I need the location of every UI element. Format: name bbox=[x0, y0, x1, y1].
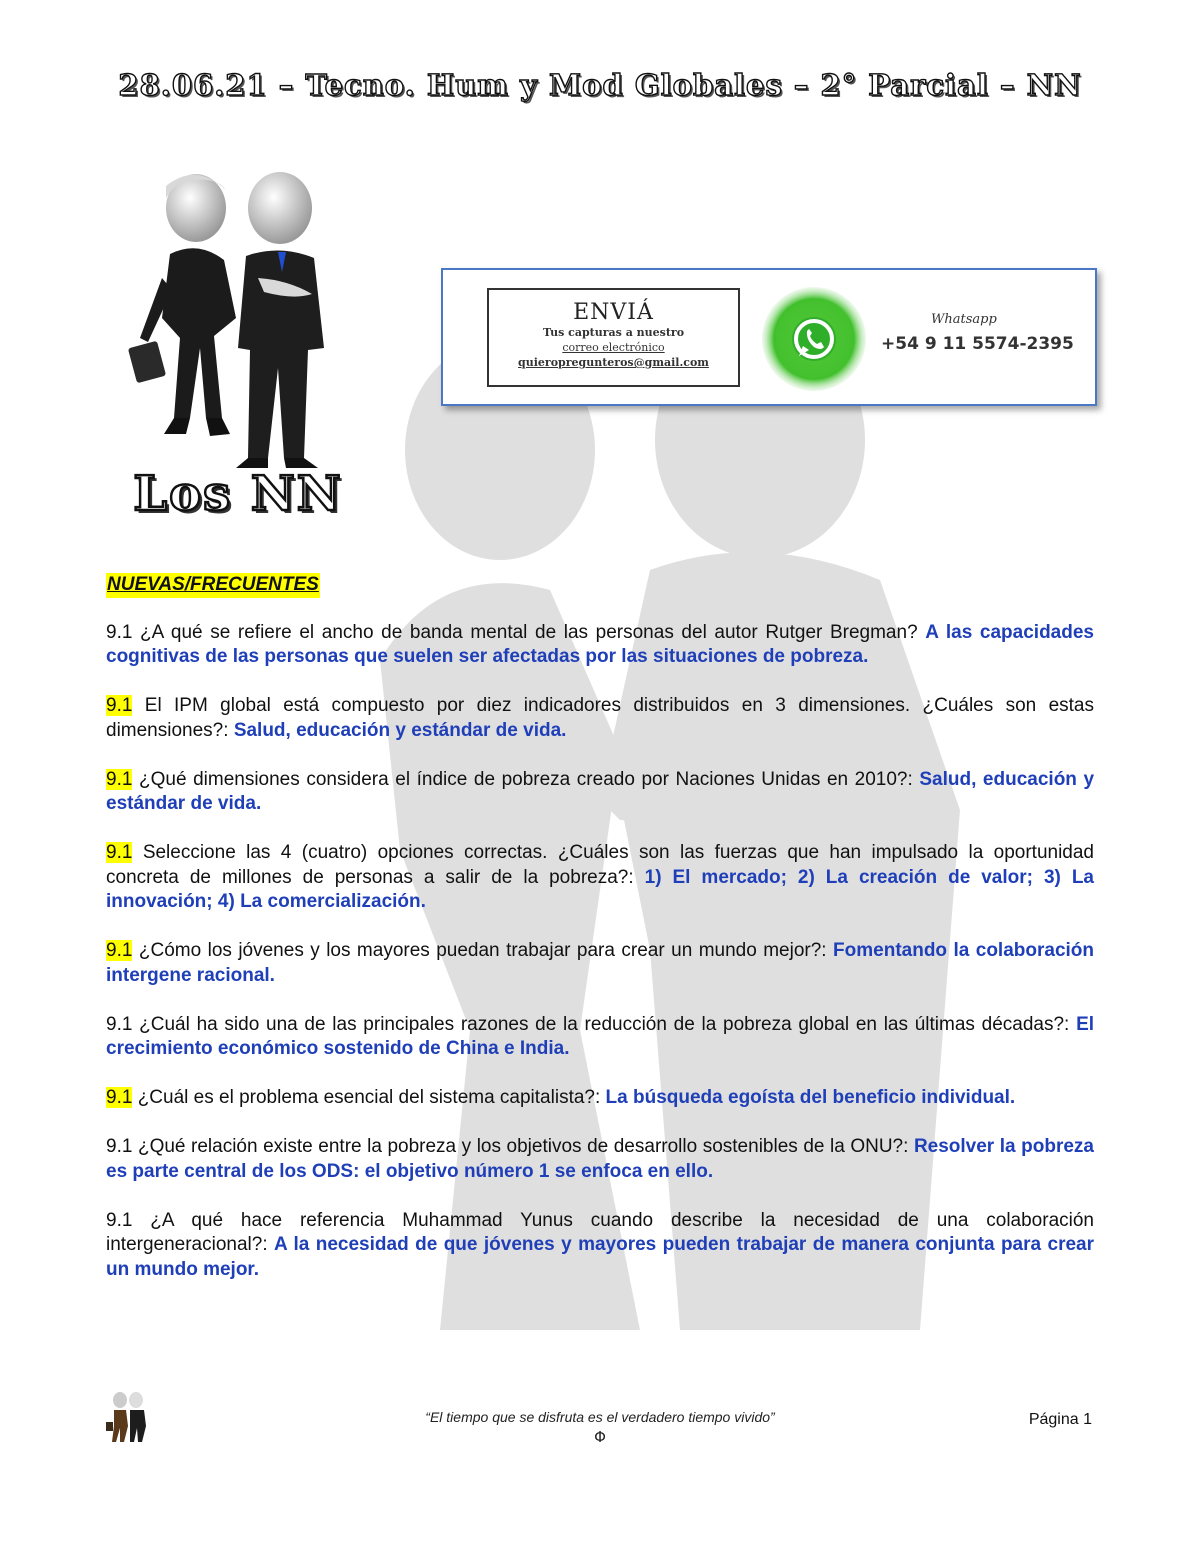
answer-text: Salud, educación y estándar de vida. bbox=[106, 768, 1095, 814]
email-link[interactable]: quieropregunteros@gmail.com bbox=[518, 356, 709, 369]
question-text: ¿Cuál ha sido una de las principales razones de la reducción de la pobreza global en las últimas décadas?: bbox=[139, 1013, 1070, 1035]
send-line-2: correo electrónico bbox=[562, 341, 665, 354]
question-text: ¿Cuál es el problema esencial del sistema capitalista?: bbox=[137, 1087, 601, 1108]
question-number: 9.1 bbox=[106, 621, 133, 643]
logo-text: Los NN bbox=[133, 466, 343, 522]
question-text: ¿Qué relación existe entre la pobreza y los objetivos de desarrollo sostenibles de la ONU?: bbox=[137, 1136, 909, 1157]
questions-section bbox=[106, 573, 1094, 1307]
question-item bbox=[106, 939, 1094, 988]
whatsapp-number[interactable]: +54 9 11 5574-2395 bbox=[881, 334, 1074, 354]
question-number: 9.1 bbox=[106, 1087, 133, 1108]
answer-text: Fomentando la colaboración intergene racional. bbox=[106, 940, 1095, 986]
question-number: 9.1 bbox=[106, 842, 133, 863]
question-item bbox=[106, 694, 1094, 743]
business-couple-icon bbox=[118, 168, 358, 468]
answer-text: A las capacidades cognitivas de las personas que suelen ser afectadas por las situaciones de pobreza. bbox=[106, 621, 1094, 667]
question-item bbox=[106, 768, 1094, 817]
question-text: El IPM global está compuesto por diez indicadores distribuidos en 3 dimensiones. ¿Cuáles son estas dimensiones?: bbox=[106, 695, 1094, 741]
question-item bbox=[106, 1013, 1094, 1062]
question-text: ¿Cómo los jóvenes y los mayores puedan trabajar para crear un mundo mejor?: bbox=[138, 940, 827, 961]
page-number: Página 1 bbox=[1028, 1411, 1092, 1428]
whatsapp-icon bbox=[759, 284, 869, 394]
question-item bbox=[106, 841, 1094, 915]
send-captures-box bbox=[487, 288, 740, 387]
question-item bbox=[106, 1086, 1094, 1111]
answer-text: La búsqueda egoísta del beneficio individual. bbox=[605, 1087, 1016, 1108]
question-number: 9.1 bbox=[106, 768, 133, 790]
page-title: 28.06.21 – Tecno. Hum y Mod Globales – 2° Parcial – NN bbox=[118, 68, 1082, 102]
question-text: ¿A qué se refiere el ancho de banda mental de las personas del autor Rutger Bregman? bbox=[140, 621, 918, 643]
question-number: 9.1 bbox=[106, 1136, 133, 1157]
question-number: 9.1 bbox=[106, 695, 133, 716]
send-line-1: Tus capturas a nuestro bbox=[542, 326, 685, 339]
footer-quote: “El tiempo que se disfruta es el verdadero tiempo vivido” bbox=[425, 1409, 775, 1425]
answer-text: Salud, educación y estándar de vida. bbox=[233, 719, 567, 741]
question-number: 9.1 bbox=[106, 1013, 133, 1035]
answer-text: Resolver la pobreza es parte central de los ODS: el objetivo número 1 se enfoca en ello. bbox=[106, 1136, 1094, 1182]
footer-symbol: Φ bbox=[594, 1428, 606, 1446]
question-item bbox=[106, 621, 1094, 670]
contact-banner bbox=[441, 268, 1097, 406]
question-item bbox=[106, 1209, 1094, 1283]
question-text: ¿A qué hace referencia Muhammad Yunus cuando describe la necesidad de una colaboración intergeneracional?: bbox=[106, 1209, 1095, 1255]
question-text: ¿Qué dimensiones considera el índice de pobreza creado por Naciones Unidas en 2010?: bbox=[139, 768, 913, 790]
send-title: ENVIÁ bbox=[573, 300, 654, 325]
question-number: 9.1 bbox=[106, 940, 133, 961]
answer-text: El crecimiento económico sostenido de China e India. bbox=[106, 1013, 1095, 1059]
answer-text: A la necesidad de que jóvenes y mayores pueden trabajar de manera conjunta para crear un mundo mejor. bbox=[106, 1234, 1094, 1280]
question-text: Seleccione las 4 (cuatro) opciones correctas. ¿Cuáles son las fuerzas que han impulsado la oportunidad concreta de millones de personas a salir de la pobreza?: bbox=[106, 842, 1094, 888]
section-heading: NUEVAS/FRECUENTES bbox=[106, 573, 320, 598]
question-number: 9.1 bbox=[106, 1209, 133, 1231]
question-item bbox=[106, 1135, 1094, 1184]
whatsapp-label: Whatsapp bbox=[931, 312, 997, 327]
answer-text: 1) El mercado; 2) La creación de valor; 3) La innovación; 4) La comercialización. bbox=[106, 866, 1094, 912]
